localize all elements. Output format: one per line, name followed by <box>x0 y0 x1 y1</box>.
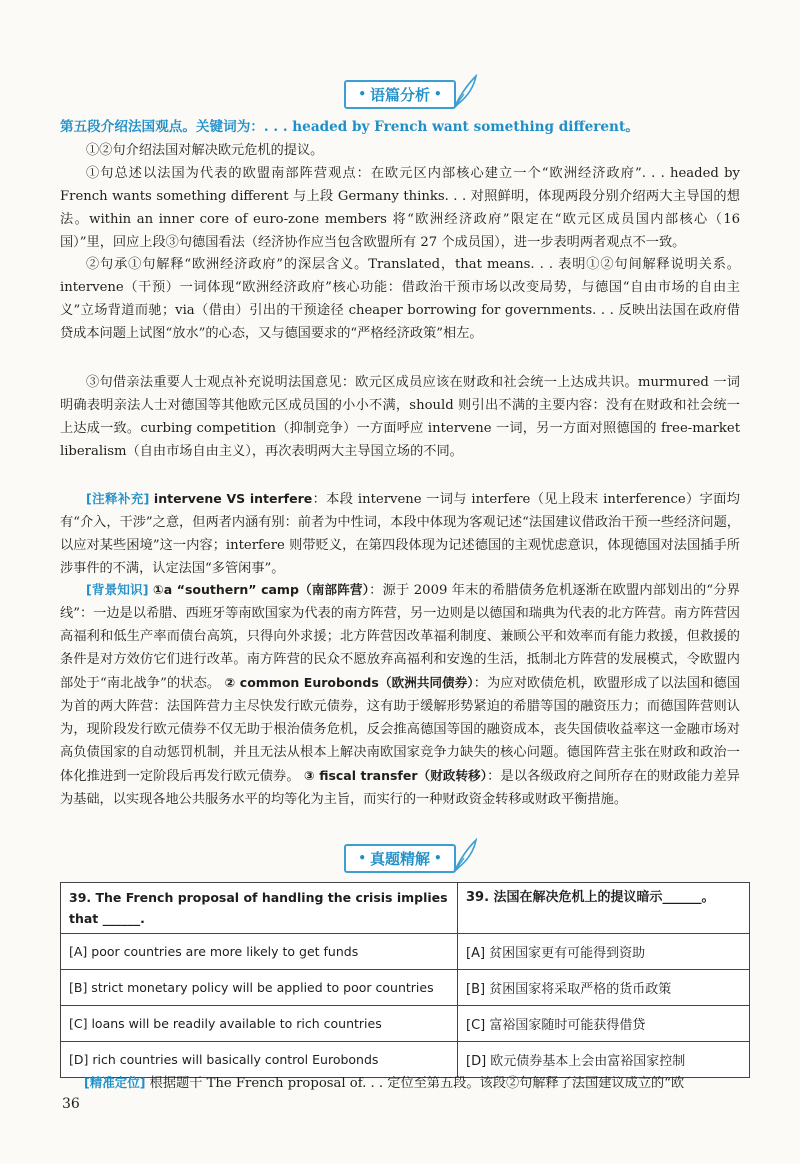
background-tag: [背景知识] <box>86 582 149 597</box>
precise-text: 根据题干 The French proposal of. . . 定位至第五段。该段②句解释了法国建议成立的“欧 <box>149 1076 685 1091</box>
option-b-cn: [B] 贫困国家将采取严格的货币政策 <box>458 970 750 1006</box>
option-d-cn: [D] 欧元债券基本上会由富裕国家控制 <box>458 1042 750 1078</box>
badge-analysis: • 语篇分析 • <box>344 80 455 109</box>
background-text-3: ：是以各级政府之间所存在的财政能力差异为基础，以实现各地公共服务水平的均等化为主旨，而实行的一种财政资金转移或财政平衡措施。 <box>60 769 740 807</box>
badge-analysis-label: 语篇分析 <box>369 85 430 104</box>
background-text-1: ：源于 2009 年末的希腊债务危机逐渐在欧盟内部划出的“分界线”：一边是以希腊、西班牙等南欧国家为代表的南方阵营，另一边则是以德国和瑞典为代表的北方阵营。南方阵营因高福利和低生产率而债台高筑，只得向外求援；北方阵营因改革福利制度、兼顾公平和效率而有能力救援，但救援的条件是对方效仿它们进行改革。南方阵营的民众不愿放弃高福利和安逸的生活，抵制北方阵营的发展模式，令欧盟内部处于“南北战争”的状态。 <box>60 583 740 691</box>
question-stem-en: 39. The French proposal of handling the crisis implies that ______. <box>61 883 458 934</box>
option-row <box>61 970 750 1006</box>
page-number: 36 <box>62 1096 80 1112</box>
section-header-analysis <box>0 80 800 108</box>
note-tag: [注释补充] <box>86 491 150 506</box>
question-table <box>60 882 750 1078</box>
intro-line: ①②句介绍法国对解决欧元危机的提议。 <box>86 143 324 158</box>
option-c-en: [C] loans will be readily available to rich countries <box>61 1006 458 1042</box>
note-term: intervene VS interfere <box>153 491 313 506</box>
option-b-en: [B] strict monetary policy will be applied to poor countries <box>61 970 458 1006</box>
note-text: ：本段 intervene 一词与 interfere（见上段末 interference）字面均有“介入，干涉”之意，但两者内涵有别：前者为中性词，本段中体现为客观记述“法国建议借政治干预一些经济问题，以应对某些困境”这一内容；interfere 则带贬义，在第四段体现为记述德国的主观忧虑意识，体现德国对法国插手所涉事件的不满，认定法国“多管闲事”。 <box>60 492 740 576</box>
section-header-questions <box>0 844 800 872</box>
note-paragraph <box>60 487 740 580</box>
option-a-en: [A] poor countries are more likely to get funds <box>61 934 458 970</box>
precise-tag: [精准定位] <box>84 1075 146 1090</box>
background-term-2: ② common Eurobonds（欧洲共同债券） <box>224 675 474 690</box>
background-term-1: ①a “southern” camp（南部阵营） <box>152 582 370 597</box>
precise-location <box>84 1072 754 1095</box>
quill-icon <box>450 74 480 110</box>
intro-topic: 第五段介绍法国观点。关键词为：. . . headed by French want something different。 <box>60 119 639 135</box>
option-c-cn: [C] 富裕国家随时可能获得借贷 <box>458 1006 750 1042</box>
badge-questions-label: 真题精解 <box>369 849 430 868</box>
background-text-2: ：为应对欧债危机，欧盟形成了以法国和德国为首的两大阵营：法国阵营力主尽快发行欧元债券，这有助于缓解形势紧迫的希腊等国的融资压力；而德国阵营则认为，现阶段发行欧元债券不仅无助于根治债务危机，反会推高德国等国的融资成本，丧失国债收益率这一金融市场对高负债国家的自动惩罚机制，并且无法从根本上解决南欧国家竞争力缺失的核心问题。德国阵营主张在财政和政治一体化推进到一定阶段后再发行欧元债券。 <box>60 676 741 784</box>
paragraph-3: ③句借亲法重要人士观点补充说明法国意见：欧元区成员应该在财政和社会统一上达成共识。murmured 一词明确表明亲法人士对德国等其他欧元区成员国的小小不满，should 则引出不满的主要内容：没有在财政和社会统一上达成一致。curbing competition（抑制竞争）一方面呼应 intervene 一词，另一方面对照德国的 free-market liberalism（自由市场自由主义），再次表明两大主导国立场的不同。 <box>60 375 740 459</box>
badge-questions: • 真题精解 • <box>344 844 455 873</box>
background-paragraph <box>60 578 740 811</box>
option-row <box>61 934 750 970</box>
question-stem-cn: 39. 法国在解决危机上的提议暗示______。 <box>458 883 750 934</box>
option-row <box>61 1006 750 1042</box>
option-a-cn: [A] 贫困国家更有可能得到资助 <box>458 934 750 970</box>
option-d-en: [D] rich countries will basically control Eurobonds <box>61 1042 458 1078</box>
paragraph-2: ②句承①句解释“欧洲经济政府”的深层含义。Translated，that means. . . 表明①②句间解释说明关系。intervene（干预）一词体现“欧洲经济政府”核心功能：借政治干预市场以改变局势，与德国“自由市场的自由主义”立场背道而驰；via（借由）引出的干预途径 cheaper borrowing for governments. . . 反映出法国在政府借贷成本问题上试图“放水”的心态，又与德国要求的“严格经济政策”相左。 <box>60 257 740 341</box>
paragraph-1: ①句总述以法国为代表的欧盟南部阵营观点：在欧元区内部核心建立一个“欧洲经济政府”. . . headed by French wants something different 与上段 Germany thinks. . . 对照鲜明，体现两段分别介绍两大主导国的想法。within an inner core of euro-zone members 将“欧洲经济政府”限定在“欧元区成员国内部核心（16 国）”里，回应上段③句德国看法（经济协作应当包含欧盟所有 27 个成员国），进一步表明两者观点不一致。 <box>60 166 740 250</box>
background-term-3: ③ fiscal transfer（财政转移） <box>304 768 488 783</box>
quill-icon <box>450 838 480 874</box>
question-stem-row <box>61 883 750 934</box>
